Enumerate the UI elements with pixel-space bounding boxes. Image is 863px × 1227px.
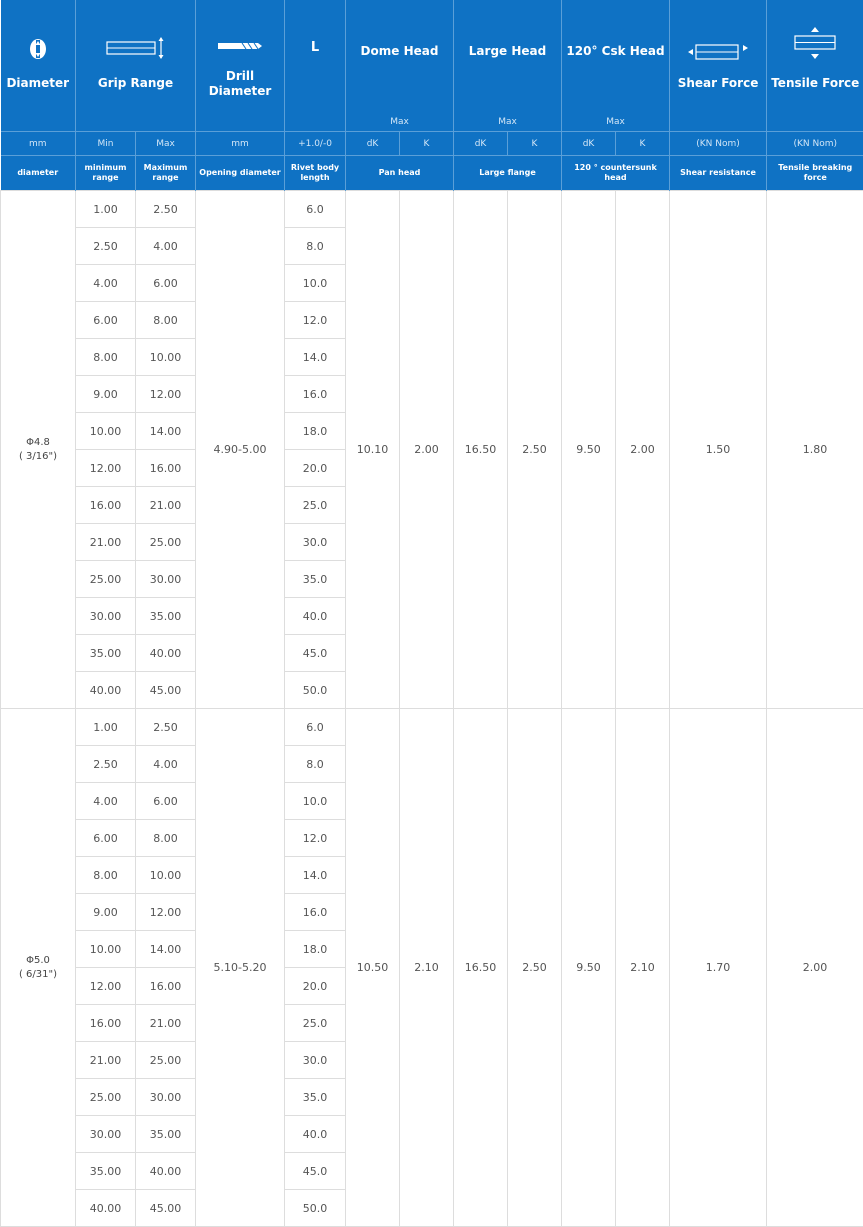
grip-min-value: 4.00 xyxy=(76,265,136,302)
drill-unit: mm xyxy=(196,132,285,156)
grip-min-value: 4.00 xyxy=(76,783,136,820)
diameter-cell xyxy=(1,709,76,1227)
length-desc: Rivet body length xyxy=(285,156,346,191)
grip-min-value: 1.00 xyxy=(76,191,136,228)
grip-max-value: 21.00 xyxy=(136,1005,196,1042)
length-value: 40.0 xyxy=(285,598,346,635)
diameter-desc: diameter xyxy=(1,156,76,191)
grip-max-value: 16.00 xyxy=(136,450,196,487)
grip-min-value: 12.00 xyxy=(76,450,136,487)
shear-unit: (KN Nom) xyxy=(670,132,767,156)
large-head-title: Large Head xyxy=(469,44,546,58)
dome-dk-value: 10.10 xyxy=(346,191,400,709)
length-value: 12.0 xyxy=(285,302,346,339)
csk-head-max: Max xyxy=(562,101,670,132)
grip-min-value: 40.00 xyxy=(76,672,136,709)
grip-min-value: 30.00 xyxy=(76,598,136,635)
diameter-icon-cell xyxy=(1,0,76,66)
grip-max-value: 21.00 xyxy=(136,487,196,524)
grip-max-value: 2.50 xyxy=(136,191,196,228)
shear-force-icon xyxy=(686,40,750,60)
grip-max-value: 35.00 xyxy=(136,1116,196,1153)
dome-k-value: 2.10 xyxy=(400,709,454,1227)
dome-head-max: Max xyxy=(346,101,454,132)
grip-max-value: 2.50 xyxy=(136,709,196,746)
drill-diameter-value: 5.10-5.20 xyxy=(196,709,285,1227)
diameter-cell xyxy=(1,191,76,709)
grip-min-value: 1.00 xyxy=(76,709,136,746)
grip-max-label: Max xyxy=(136,132,196,156)
length-value: 20.0 xyxy=(285,450,346,487)
grip-max-value: 35.00 xyxy=(136,598,196,635)
grip-min-value: 40.00 xyxy=(76,1190,136,1227)
length-value: 20.0 xyxy=(285,968,346,1005)
grip-max-value: 25.00 xyxy=(136,1042,196,1079)
length-value: 10.0 xyxy=(285,265,346,302)
diameter-value: Φ5.0 xyxy=(1,954,75,968)
shear-force-header: Shear Force xyxy=(670,66,767,101)
rivet-head-icon xyxy=(29,38,47,60)
grip-max-value: 16.00 xyxy=(136,968,196,1005)
grip-min-value: 9.00 xyxy=(76,376,136,413)
table-body xyxy=(1,191,863,1227)
dome-head-desc: Pan head xyxy=(346,156,454,191)
grip-max-value: 12.00 xyxy=(136,894,196,931)
drill-diameter-value: 4.90-5.00 xyxy=(196,191,285,709)
length-value: 12.0 xyxy=(285,820,346,857)
grip-min-value: 21.00 xyxy=(76,524,136,561)
dome-head-header xyxy=(346,0,454,101)
table-row xyxy=(1,191,863,228)
grip-range-header: Grip Range xyxy=(76,66,196,101)
grip-min-value: 8.00 xyxy=(76,857,136,894)
grip-max-value: 25.00 xyxy=(136,524,196,561)
length-value: 45.0 xyxy=(285,1153,346,1190)
grip-min-value: 25.00 xyxy=(76,561,136,598)
grip-min-value: 2.50 xyxy=(76,746,136,783)
table-header xyxy=(1,0,863,191)
tensile-desc: Tensile breaking force xyxy=(767,156,863,191)
length-value: 50.0 xyxy=(285,672,346,709)
large-k-value: 2.50 xyxy=(508,191,562,709)
table-row xyxy=(1,709,863,746)
drill-bit-icon xyxy=(216,41,264,51)
length-tolerance: +1.0/-0 xyxy=(285,132,346,156)
length-value: 16.0 xyxy=(285,376,346,413)
length-value: 50.0 xyxy=(285,1190,346,1227)
length-value: 30.0 xyxy=(285,1042,346,1079)
grip-min-value: 2.50 xyxy=(76,228,136,265)
grip-max-value: 6.00 xyxy=(136,783,196,820)
length-value: 16.0 xyxy=(285,894,346,931)
grip-max-value: 8.00 xyxy=(136,302,196,339)
tensile-force-icon xyxy=(792,26,838,60)
large-k-value: 2.50 xyxy=(508,709,562,1227)
length-value: 14.0 xyxy=(285,857,346,894)
grip-min-value: 12.00 xyxy=(76,968,136,1005)
grip-min-value: 16.00 xyxy=(76,1005,136,1042)
length-value: 8.0 xyxy=(285,228,346,265)
csk-dk-label: dK xyxy=(562,132,616,156)
csk-k-value: 2.00 xyxy=(616,191,670,709)
large-dk-value: 16.50 xyxy=(454,709,508,1227)
grip-max-value: 40.00 xyxy=(136,635,196,672)
large-k-label: K xyxy=(508,132,562,156)
length-value: 45.0 xyxy=(285,635,346,672)
grip-min-value: 6.00 xyxy=(76,820,136,857)
grip-min-value: 8.00 xyxy=(76,339,136,376)
csk-head-desc: 120 ° countersunk head xyxy=(562,156,670,191)
grip-max-value: 4.00 xyxy=(136,228,196,265)
grip-max-value: 40.00 xyxy=(136,1153,196,1190)
length-value: 18.0 xyxy=(285,413,346,450)
grip-min-value: 6.00 xyxy=(76,302,136,339)
grip-max-value: 10.00 xyxy=(136,339,196,376)
grip-min-value: 10.00 xyxy=(76,931,136,968)
grip-min-value: 9.00 xyxy=(76,894,136,931)
grip-min-value: 25.00 xyxy=(76,1079,136,1116)
grip-range-icon xyxy=(105,36,167,60)
length-value: 35.0 xyxy=(285,561,346,598)
length-value: 14.0 xyxy=(285,339,346,376)
grip-max-value: 45.00 xyxy=(136,672,196,709)
diameter-inch-value: ( 6/31") xyxy=(1,968,75,982)
csk-k-label: K xyxy=(616,132,670,156)
length-value: 30.0 xyxy=(285,524,346,561)
grip-max-desc: Maximum range xyxy=(136,156,196,191)
large-dk-value: 16.50 xyxy=(454,191,508,709)
length-value: 25.0 xyxy=(285,1005,346,1042)
grip-min-value: 16.00 xyxy=(76,487,136,524)
grip-min-value: 35.00 xyxy=(76,1153,136,1190)
dome-dk-value: 10.50 xyxy=(346,709,400,1227)
large-head-desc: Large flange xyxy=(454,156,562,191)
drill-diameter-title: Drill Diameter xyxy=(196,69,284,99)
length-header: L xyxy=(285,0,346,101)
grip-max-value: 8.00 xyxy=(136,820,196,857)
drill-diameter-header xyxy=(196,0,285,101)
shear-desc: Shear resistance xyxy=(670,156,767,191)
tensile-force-value: 2.00 xyxy=(767,709,863,1227)
large-head-header xyxy=(454,0,562,101)
csk-dk-value: 9.50 xyxy=(562,709,616,1227)
csk-head-header xyxy=(562,0,670,101)
grip-max-value: 45.00 xyxy=(136,1190,196,1227)
drill-desc: Opening diameter xyxy=(196,156,285,191)
length-value: 35.0 xyxy=(285,1079,346,1116)
csk-head-title: 120° Csk Head xyxy=(566,44,664,58)
large-dk-label: dK xyxy=(454,132,508,156)
grip-max-value: 12.00 xyxy=(136,376,196,413)
length-value: 25.0 xyxy=(285,487,346,524)
shear-force-value: 1.50 xyxy=(670,191,767,709)
large-head-max: Max xyxy=(454,101,562,132)
dome-k-label: K xyxy=(400,132,454,156)
grip-min-desc: minimum range xyxy=(76,156,136,191)
tensile-unit: (KN Nom) xyxy=(767,132,863,156)
grip-max-value: 14.00 xyxy=(136,931,196,968)
grip-max-value: 14.00 xyxy=(136,413,196,450)
grip-max-value: 10.00 xyxy=(136,857,196,894)
grip-min-value: 10.00 xyxy=(76,413,136,450)
dome-head-title: Dome Head xyxy=(361,44,439,58)
tensile-force-header: Tensile Force xyxy=(767,66,863,101)
diameter-header: Diameter xyxy=(1,66,76,101)
length-value: 6.0 xyxy=(285,709,346,746)
grip-max-value: 4.00 xyxy=(136,746,196,783)
grip-max-value: 30.00 xyxy=(136,561,196,598)
grip-min-label: Min xyxy=(76,132,136,156)
diameter-inch-value: ( 3/16") xyxy=(1,450,75,464)
grip-min-value: 21.00 xyxy=(76,1042,136,1079)
dome-dk-label: dK xyxy=(346,132,400,156)
grip-min-value: 30.00 xyxy=(76,1116,136,1153)
csk-dk-value: 9.50 xyxy=(562,191,616,709)
length-value: 40.0 xyxy=(285,1116,346,1153)
shear-force-value: 1.70 xyxy=(670,709,767,1227)
length-value: 10.0 xyxy=(285,783,346,820)
grip-min-value: 35.00 xyxy=(76,635,136,672)
tensile-icon-cell xyxy=(767,0,863,66)
diameter-unit: mm xyxy=(1,132,76,156)
shear-icon-cell xyxy=(670,0,767,66)
grip-max-value: 30.00 xyxy=(136,1079,196,1116)
tensile-force-value: 1.80 xyxy=(767,191,863,709)
length-value: 18.0 xyxy=(285,931,346,968)
diameter-value: Φ4.8 xyxy=(1,436,75,450)
grip-range-icon-cell xyxy=(76,0,196,66)
length-value: 8.0 xyxy=(285,746,346,783)
length-value: 6.0 xyxy=(285,191,346,228)
grip-max-value: 6.00 xyxy=(136,265,196,302)
dome-k-value: 2.00 xyxy=(400,191,454,709)
csk-k-value: 2.10 xyxy=(616,709,670,1227)
